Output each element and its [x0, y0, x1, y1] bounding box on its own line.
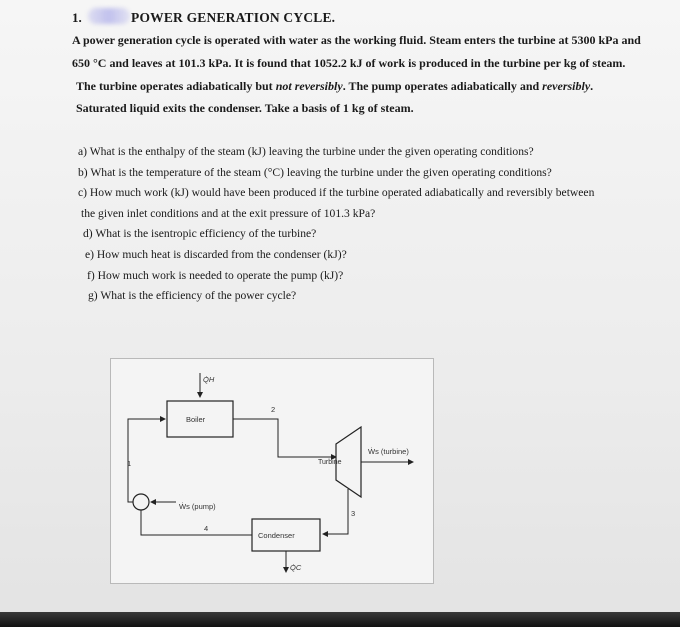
question-f: f) How much work is needed to operate the pump (kJ)? — [87, 268, 344, 282]
turbine-label: Turbine — [318, 459, 342, 466]
heat-in-label: Q̇H — [203, 375, 215, 384]
question-a: a) What is the enthalpy of the steam (kJ) leaving the turbine under the given operating conditions? — [78, 145, 534, 158]
line-state-3 — [323, 489, 348, 534]
condenser-label: Condenser — [258, 531, 295, 540]
power-cycle-diagram — [110, 358, 434, 584]
question-e: e) How much heat is discarded from the condenser (kJ)? — [85, 247, 347, 261]
turbine-work-label: Ẇs (turbine) — [368, 447, 409, 456]
problem-statement — [72, 29, 652, 120]
problem-number: 1. — [72, 10, 82, 25]
statement-line-1: A power generation cycle is operated with water as the working fluid. Steam enters the turbine at 5300 kPa and — [72, 33, 641, 47]
state-2-label: 2 — [271, 405, 276, 414]
problem-title: POWER GENERATION CYCLE. — [131, 10, 336, 25]
state-1-label: 1 — [127, 459, 132, 468]
statement-line-3-b: . The pump operates adiabatically and — [342, 78, 543, 93]
highlight-smudge — [88, 8, 130, 24]
photo-bottom-edge — [0, 612, 680, 627]
statement-line-3-c: . — [590, 78, 594, 93]
question-c-continued: the given inlet conditions and at the exit pressure of 101.3 kPa? — [81, 206, 376, 220]
pump-symbol — [133, 494, 149, 510]
statement-line-3 — [72, 75, 652, 98]
line-state-4 — [141, 509, 252, 535]
cycle-schematic — [111, 359, 433, 583]
statement-line-2: 650 °C and leaves at 101.3 kPa. It is found that 1052.2 kJ of work is produced in the turbine per kg of steam. — [72, 55, 626, 70]
boiler-label: Boiler — [186, 415, 206, 424]
question-b: b) What is the temperature of the steam (°C) leaving the turbine under the given operating conditions? — [78, 165, 552, 179]
state-4-label: 4 — [204, 524, 209, 533]
question-c: c) How much work (kJ) would have been produced if the turbine operated adiabatically and reversibly between — [78, 186, 595, 200]
pump-work-label: Ẇs (pump) — [179, 502, 216, 511]
statement-line-4: Saturated liquid exits the condenser. Take a basis of 1 kg of steam. — [76, 101, 414, 116]
question-list — [78, 142, 658, 307]
statement-emphasis-not-reversibly: not reversibly — [275, 78, 343, 93]
state-3-label: 3 — [351, 509, 356, 518]
line-state-2 — [233, 419, 336, 457]
statement-line-3-a: The turbine operates adiabatically but — [76, 78, 276, 93]
line-state-1 — [128, 419, 165, 502]
heat-out-label: Q̇C — [290, 563, 302, 572]
statement-emphasis-reversibly: reversibly — [542, 78, 591, 93]
question-d: d) What is the isentropic efficiency of the turbine? — [83, 227, 317, 241]
question-g: g) What is the efficiency of the power cycle? — [88, 289, 297, 303]
